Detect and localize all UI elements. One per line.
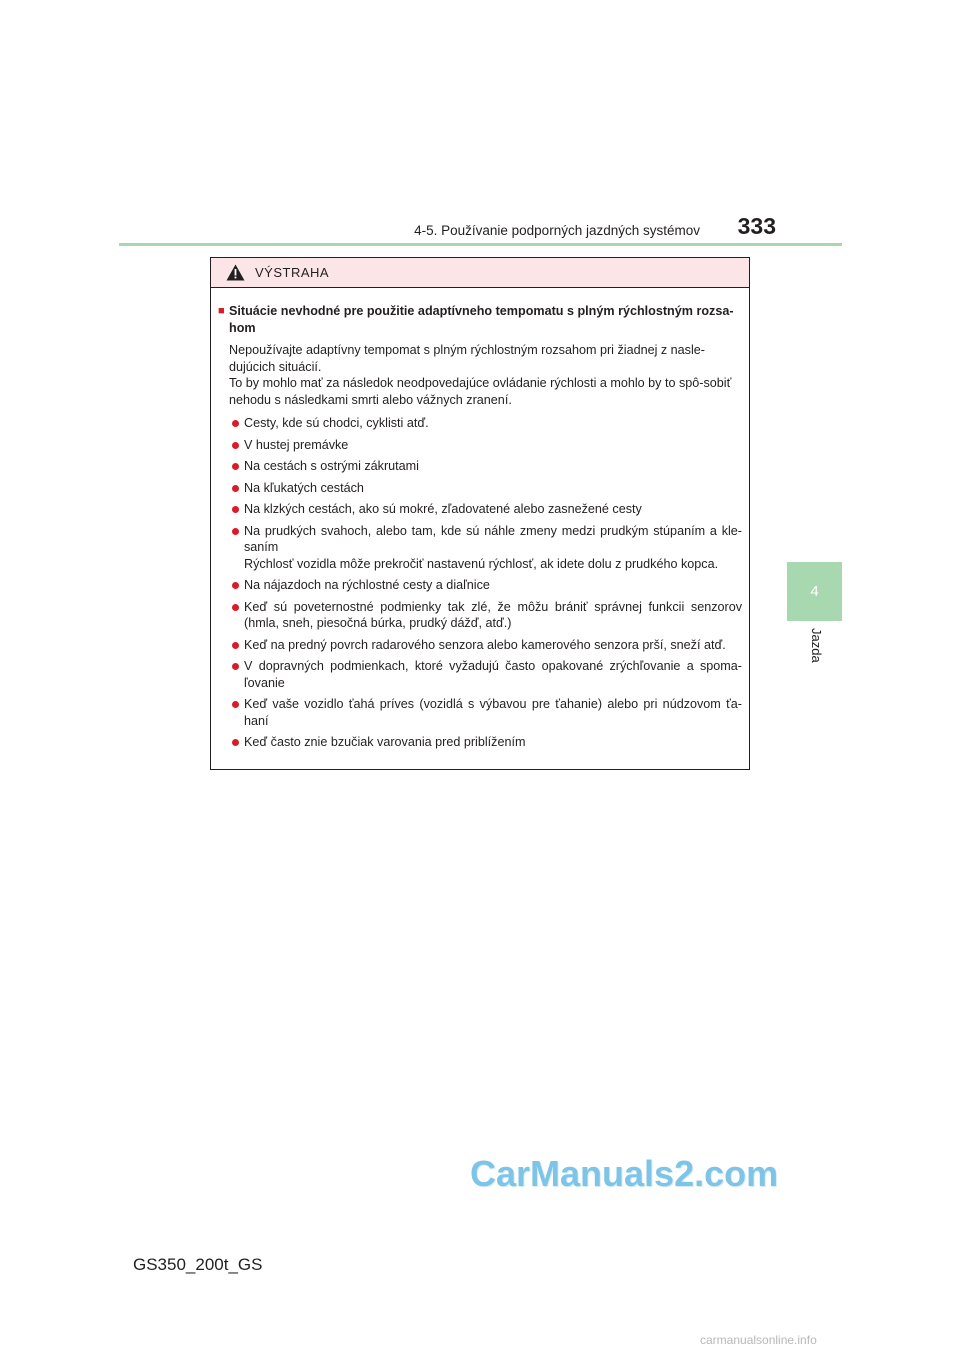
- bullet-main-text: Na klzkých cestách, ako sú mokré, zľadovatené alebo zasnežené cesty: [244, 502, 642, 516]
- bullet-main-text: Cesty, kde sú chodci, cyklisti atď.: [244, 416, 429, 430]
- square-bullet-icon: ■: [218, 305, 225, 317]
- watermark-text: CarManuals2.com: [470, 1153, 779, 1194]
- list-item: [218, 577, 742, 594]
- bullet-dot-icon: [232, 642, 239, 649]
- warning-triangle-icon: [226, 264, 245, 281]
- warning-body: [211, 288, 749, 751]
- warning-header: [211, 258, 749, 288]
- warning-intro: [229, 342, 742, 408]
- bullet-dot-icon: [232, 506, 239, 513]
- bullet-dot-icon: [232, 420, 239, 427]
- watermark-logo: [470, 1145, 779, 1203]
- page-number: 333: [737, 213, 776, 239]
- list-item: [218, 437, 742, 454]
- section-title: 4-5. Používanie podporných jazdných systémov: [414, 223, 700, 238]
- warning-title: VÝSTRAHA: [255, 265, 330, 280]
- bullet-text: [244, 577, 742, 594]
- bullet-text: [244, 734, 742, 751]
- bullet-dot-icon: [232, 604, 239, 611]
- bullet-main-text: V dopravných podmienkach, ktoré vyžadujú často opakované zrýchľovanie a spoma-ľovanie: [244, 659, 742, 690]
- bullet-main-text: Na prudkých svahoch, alebo tam, kde sú náhle zmeny medzi prudkým stúpaním a kle-saním: [244, 523, 742, 554]
- bullet-text: [244, 658, 742, 691]
- model-code: GS350_200t_GS: [133, 1255, 263, 1274]
- bullet-dot-icon: [232, 463, 239, 470]
- bullet-dot-icon: [232, 701, 239, 708]
- bottom-watermark: carmanualsonline.info: [700, 1333, 817, 1347]
- list-item: [218, 658, 742, 691]
- bullet-main-text: Na cestách s ostrými zákrutami: [244, 459, 419, 473]
- bullet-dot-icon: [232, 485, 239, 492]
- bullet-main-text: Keď vaše vozidlo ťahá príves (vozidlá s výbavou pre ťahanie) alebo pri núdzovom ťa-haní: [244, 697, 742, 728]
- bullet-text: [244, 696, 742, 729]
- list-item: [218, 415, 742, 432]
- intro-paragraph: To by mohlo mať za následok neodpovedajúce ovládanie rýchlosti a mohlo by to spô-sobiť nehodu s následkami smrti alebo vážnych zranení.: [229, 376, 732, 407]
- warning-bullet-list: [218, 415, 742, 751]
- bullet-note-text: Rýchlosť vozidla môže prekročiť nastavenú rýchlosť, ak idete dolu z prudkého kopca.: [244, 556, 719, 571]
- list-item: [218, 696, 742, 729]
- bullet-text: [244, 501, 742, 518]
- bullet-text: [244, 599, 742, 632]
- intro-paragraph: Nepoužívajte adaptívny tempomat s plným rýchlostným rozsahom pri žiadnej z nasle-dujúcich situácií.: [229, 343, 705, 374]
- list-item: [218, 523, 742, 573]
- bullet-text: [244, 523, 742, 573]
- warning-subheading-text: Situácie nevhodné pre použitie adaptívneho tempomatu s plným rýchlostným rozsa-hom: [229, 304, 734, 335]
- bullet-dot-icon: [232, 442, 239, 449]
- list-item: [218, 599, 742, 632]
- chapter-label: Jazda: [809, 628, 824, 663]
- header-divider: [119, 243, 842, 246]
- bullet-text: [244, 480, 742, 497]
- bullet-text: [244, 458, 742, 475]
- bullet-main-text: Keď často znie bzučiak varovania pred priblížením: [244, 735, 526, 749]
- warning-subheading: [218, 303, 742, 336]
- list-item: [218, 637, 742, 654]
- bullet-dot-icon: [232, 663, 239, 670]
- bullet-text: [244, 437, 742, 454]
- chapter-tab: [787, 562, 842, 621]
- bullet-main-text: Na nájazdoch na rýchlostné cesty a diaľnice: [244, 578, 490, 592]
- list-item: [218, 480, 742, 497]
- bullet-dot-icon: [232, 528, 239, 535]
- bullet-dot-icon: [232, 582, 239, 589]
- list-item: [218, 734, 742, 751]
- warning-box: [210, 257, 750, 770]
- bullet-main-text: Keď sú poveternostné podmienky tak zlé, že môžu brániť správnej funkcii senzorov (hmla, sneh, piesočná búrka, prudký dážď, atď.): [244, 599, 742, 630]
- bullet-main-text: V hustej premávke: [244, 437, 349, 452]
- chapter-number: 4: [810, 583, 819, 600]
- bullet-text: [244, 415, 742, 432]
- bullet-main-text: Na kľukatých cestách: [244, 480, 364, 495]
- bullet-dot-icon: [232, 739, 239, 746]
- list-item: [218, 458, 742, 475]
- bullet-main-text: Keď na predný povrch radarového senzora alebo kamerového senzora prší, sneží atď.: [244, 637, 726, 652]
- list-item: [218, 501, 742, 518]
- bullet-text: [244, 637, 742, 654]
